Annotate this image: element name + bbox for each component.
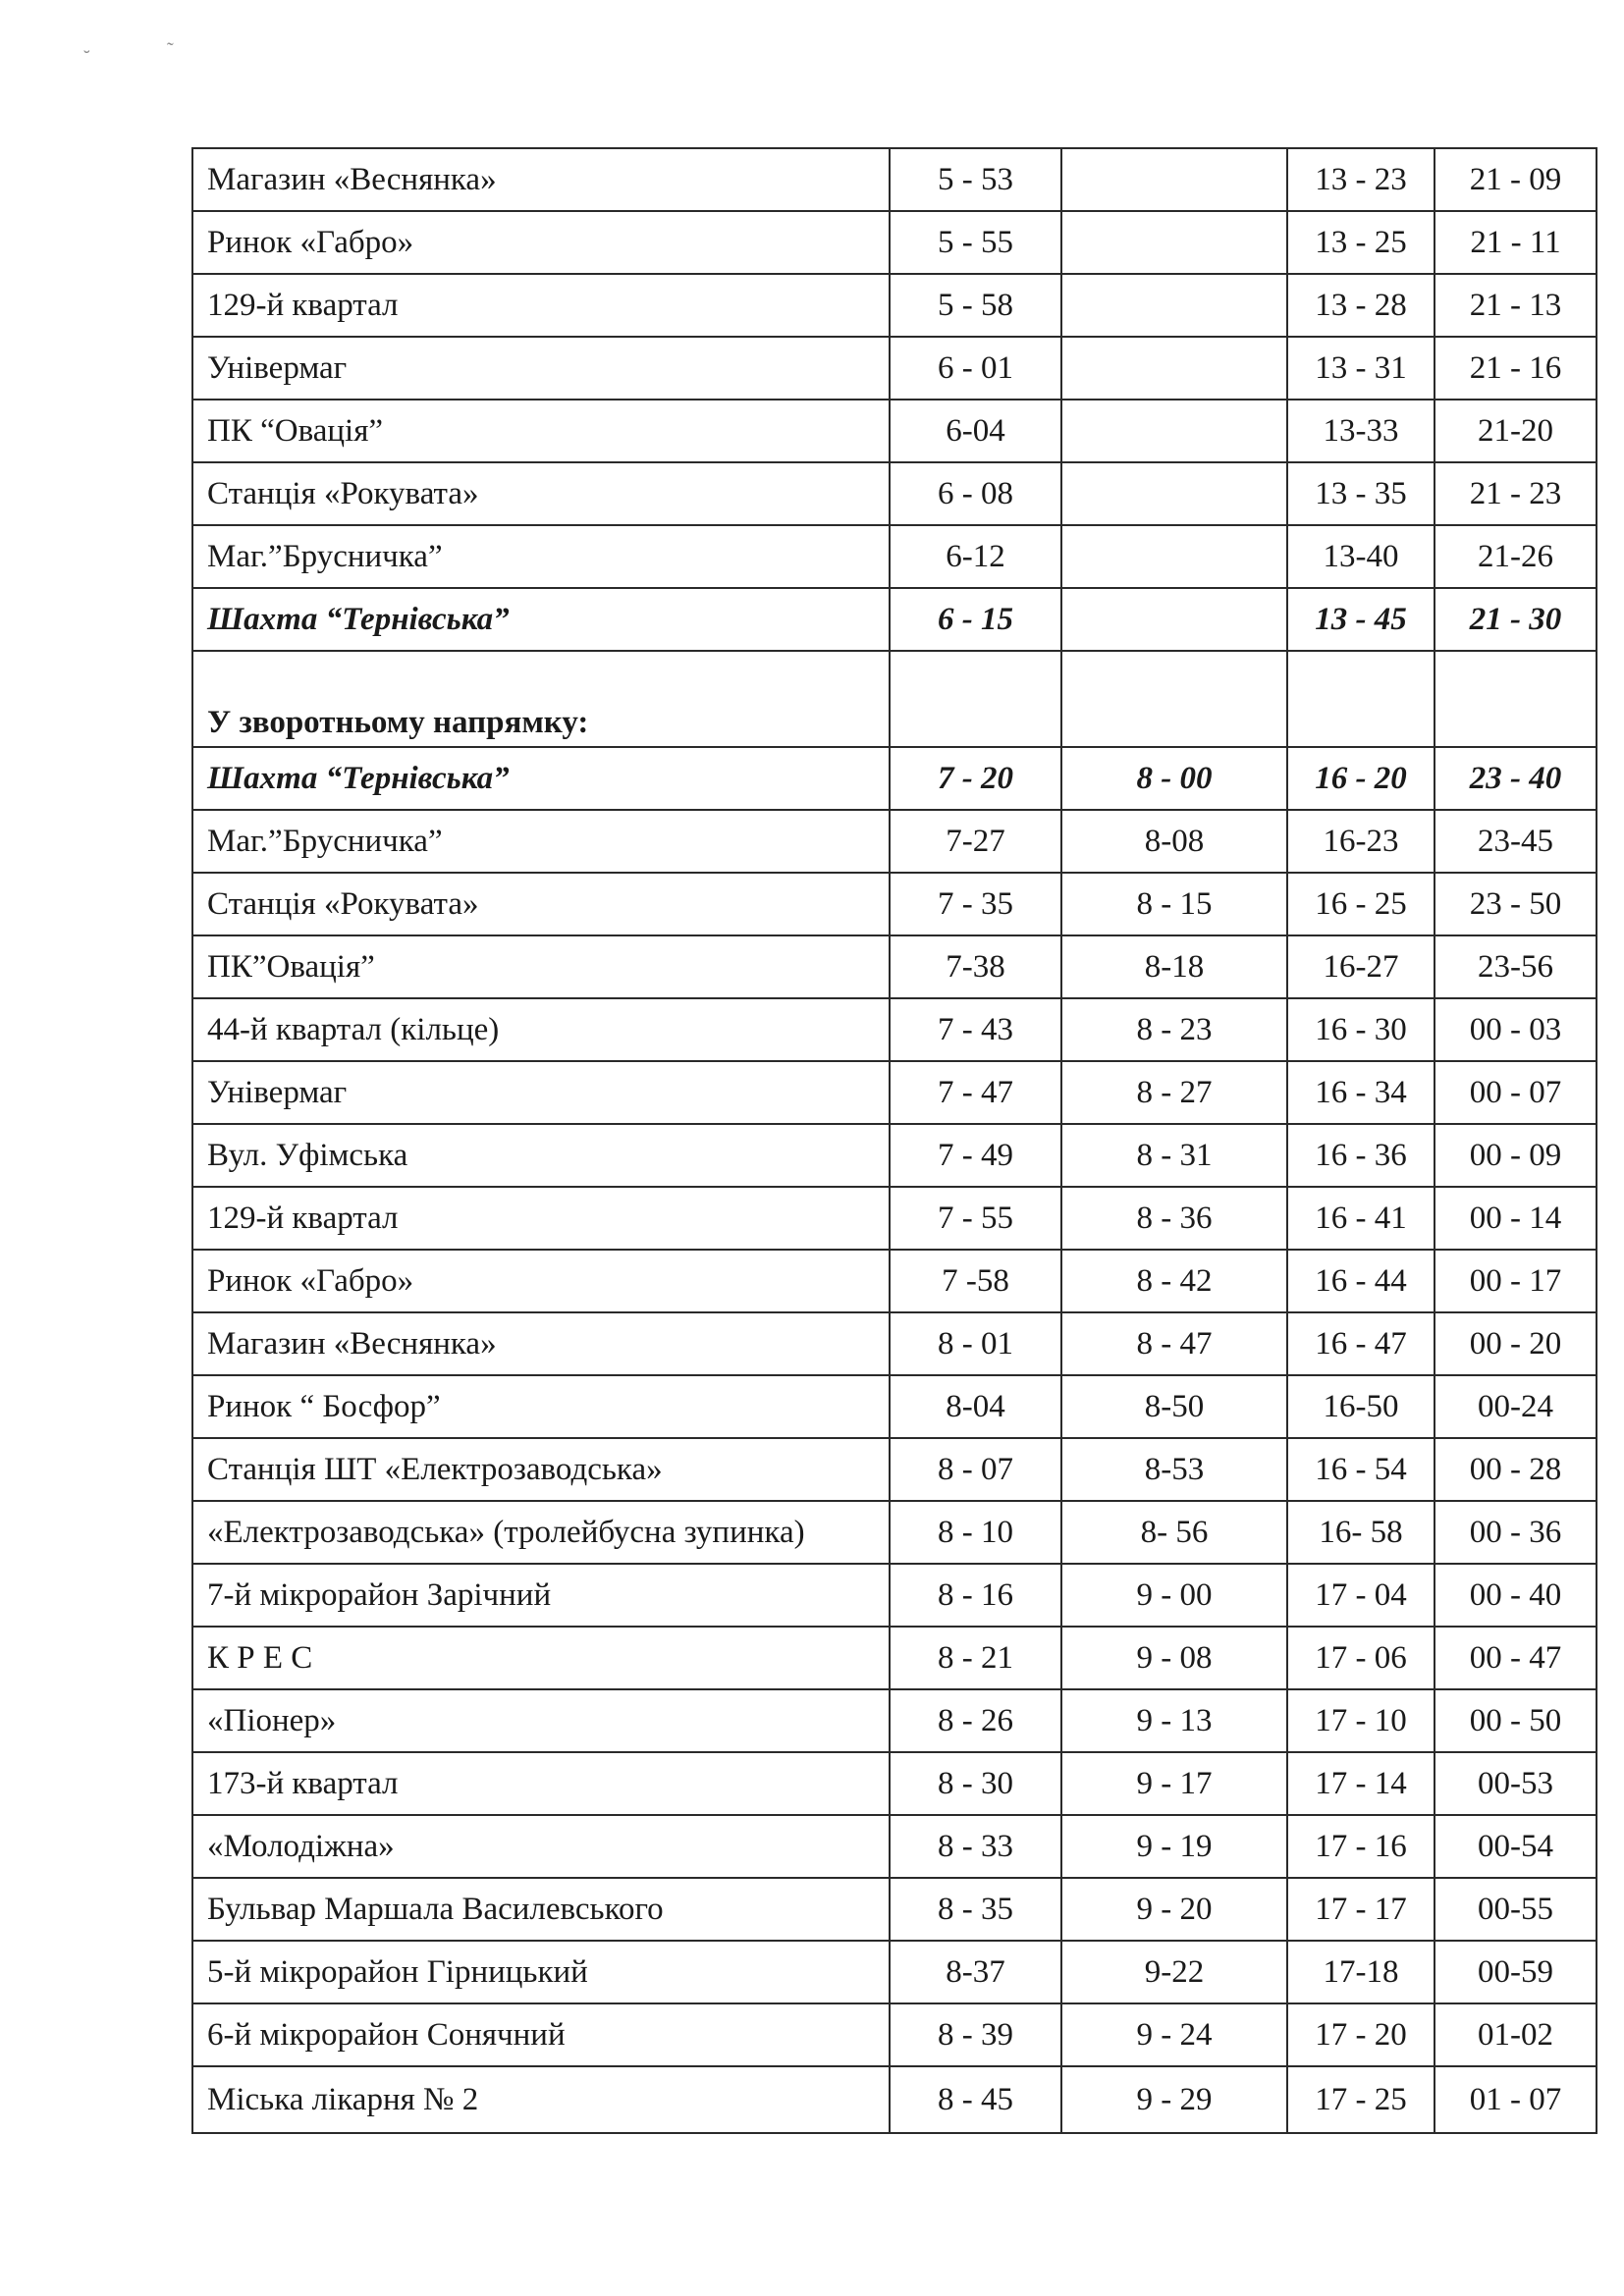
empty-cell bbox=[1435, 651, 1597, 747]
departure-time-cell-t4: 21-20 bbox=[1435, 400, 1597, 462]
departure-time-cell-t2: 8 - 31 bbox=[1061, 1124, 1287, 1187]
departure-time-cell-t1: 8 - 26 bbox=[890, 1689, 1061, 1752]
departure-time-cell-t4: 23 - 40 bbox=[1435, 747, 1597, 810]
departure-time-cell-t3: 17-18 bbox=[1287, 1941, 1435, 2003]
departure-time-cell-t4: 00 - 14 bbox=[1435, 1187, 1597, 1250]
departure-time-cell-t3: 17 - 25 bbox=[1287, 2066, 1435, 2133]
departure-time-cell-t3: 17 - 16 bbox=[1287, 1815, 1435, 1878]
departure-time-cell-t1: 7 - 55 bbox=[890, 1187, 1061, 1250]
stop-name-cell: 7-й мікрорайон Зарічний bbox=[192, 1564, 890, 1627]
schedule-row bbox=[192, 2003, 1597, 2066]
stop-name-cell: 5-й мікрорайон Гірницький bbox=[192, 1941, 890, 2003]
departure-time-cell-t2: 8-18 bbox=[1061, 935, 1287, 998]
departure-time-cell-t4: 21 - 30 bbox=[1435, 588, 1597, 651]
bus-schedule-table bbox=[191, 147, 1597, 2134]
schedule-row bbox=[192, 1312, 1597, 1375]
departure-time-cell-t4: 01-02 bbox=[1435, 2003, 1597, 2066]
stop-name-cell: Магазин «Веснянка» bbox=[192, 148, 890, 211]
departure-time-cell-t1: 5 - 55 bbox=[890, 211, 1061, 274]
schedule-row bbox=[192, 1564, 1597, 1627]
empty-cell bbox=[1287, 651, 1435, 747]
terminal-stop-row bbox=[192, 747, 1597, 810]
schedule-row bbox=[192, 274, 1597, 337]
departure-time-cell-t3: 13 - 28 bbox=[1287, 274, 1435, 337]
departure-time-cell-t3: 16 - 34 bbox=[1287, 1061, 1435, 1124]
departure-time-cell-t1: 8 - 35 bbox=[890, 1878, 1061, 1941]
departure-time-cell-t3: 17 - 14 bbox=[1287, 1752, 1435, 1815]
departure-time-cell-t4: 00-24 bbox=[1435, 1375, 1597, 1438]
departure-time-cell-t1: 6 - 15 bbox=[890, 588, 1061, 651]
departure-time-cell-t3: 16-23 bbox=[1287, 810, 1435, 873]
departure-time-cell-t2: 9 - 13 bbox=[1061, 1689, 1287, 1752]
departure-time-cell-t1: 7 -58 bbox=[890, 1250, 1061, 1312]
schedule-row bbox=[192, 935, 1597, 998]
departure-time-cell-t2 bbox=[1061, 148, 1287, 211]
departure-time-cell-t3: 13 - 31 bbox=[1287, 337, 1435, 400]
departure-time-cell-t1: 6-04 bbox=[890, 400, 1061, 462]
departure-time-cell-t3: 13-33 bbox=[1287, 400, 1435, 462]
schedule-row bbox=[192, 1689, 1597, 1752]
departure-time-cell-t4: 00-59 bbox=[1435, 1941, 1597, 2003]
stop-name-cell: Станція «Рокувата» bbox=[192, 462, 890, 525]
departure-time-cell-t2: 8-53 bbox=[1061, 1438, 1287, 1501]
departure-time-cell-t3: 16 - 30 bbox=[1287, 998, 1435, 1061]
departure-time-cell-t3: 17 - 20 bbox=[1287, 2003, 1435, 2066]
stop-name-cell: Шахта “Тернівська” bbox=[192, 747, 890, 810]
schedule-row bbox=[192, 525, 1597, 588]
departure-time-cell-t3: 13 - 35 bbox=[1287, 462, 1435, 525]
departure-time-cell-t1: 8 - 10 bbox=[890, 1501, 1061, 1564]
departure-time-cell-t2: 9 - 24 bbox=[1061, 2003, 1287, 2066]
departure-time-cell-t1: 7 - 47 bbox=[890, 1061, 1061, 1124]
empty-cell bbox=[890, 651, 1061, 747]
departure-time-cell-t2 bbox=[1061, 525, 1287, 588]
schedule-row bbox=[192, 1438, 1597, 1501]
schedule-row bbox=[192, 211, 1597, 274]
departure-time-cell-t3: 13-40 bbox=[1287, 525, 1435, 588]
departure-time-cell-t1: 7-38 bbox=[890, 935, 1061, 998]
schedule-row bbox=[192, 1501, 1597, 1564]
departure-time-cell-t4: 00-53 bbox=[1435, 1752, 1597, 1815]
stop-name-cell: ПК”Овація” bbox=[192, 935, 890, 998]
departure-time-cell-t4: 21 - 16 bbox=[1435, 337, 1597, 400]
departure-time-cell-t2: 8-08 bbox=[1061, 810, 1287, 873]
schedule-row bbox=[192, 1815, 1597, 1878]
schedule-row bbox=[192, 148, 1597, 211]
stop-name-cell: Магазин «Веснянка» bbox=[192, 1312, 890, 1375]
departure-time-cell-t3: 16 - 44 bbox=[1287, 1250, 1435, 1312]
departure-time-cell-t1: 7 - 49 bbox=[890, 1124, 1061, 1187]
stop-name-cell: Ринок «Габро» bbox=[192, 1250, 890, 1312]
stop-name-cell: Шахта “Тернівська” bbox=[192, 588, 890, 651]
departure-time-cell-t1: 8 - 45 bbox=[890, 2066, 1061, 2133]
departure-time-cell-t4: 23-56 bbox=[1435, 935, 1597, 998]
stop-name-cell: Міська лікарня № 2 bbox=[192, 2066, 890, 2133]
schedule-row bbox=[192, 1878, 1597, 1941]
departure-time-cell-t1: 6 - 08 bbox=[890, 462, 1061, 525]
departure-time-cell-t2: 9 - 19 bbox=[1061, 1815, 1287, 1878]
scan-artifact: ˘ bbox=[83, 47, 90, 69]
departure-time-cell-t4: 00 - 17 bbox=[1435, 1250, 1597, 1312]
empty-cell bbox=[1061, 651, 1287, 747]
departure-time-cell-t2 bbox=[1061, 400, 1287, 462]
departure-time-cell-t4: 00-55 bbox=[1435, 1878, 1597, 1941]
schedule-row bbox=[192, 337, 1597, 400]
departure-time-cell-t4: 00 - 09 bbox=[1435, 1124, 1597, 1187]
departure-time-cell-t4: 21 - 09 bbox=[1435, 148, 1597, 211]
departure-time-cell-t3: 17 - 17 bbox=[1287, 1878, 1435, 1941]
schedule-row bbox=[192, 1752, 1597, 1815]
schedule-row bbox=[192, 400, 1597, 462]
departure-time-cell-t4: 00 - 40 bbox=[1435, 1564, 1597, 1627]
stop-name-cell: ПК “Овація” bbox=[192, 400, 890, 462]
schedule-row bbox=[192, 1375, 1597, 1438]
departure-time-cell-t1: 8 - 21 bbox=[890, 1627, 1061, 1689]
departure-time-cell-t1: 8 - 16 bbox=[890, 1564, 1061, 1627]
departure-time-cell-t3: 16 - 54 bbox=[1287, 1438, 1435, 1501]
departure-time-cell-t2: 9 - 20 bbox=[1061, 1878, 1287, 1941]
departure-time-cell-t3: 16 - 20 bbox=[1287, 747, 1435, 810]
departure-time-cell-t2 bbox=[1061, 337, 1287, 400]
stop-name-cell: 129-й квартал bbox=[192, 1187, 890, 1250]
schedule-row bbox=[192, 1187, 1597, 1250]
departure-time-cell-t2: 9 - 29 bbox=[1061, 2066, 1287, 2133]
stop-name-cell: «Молодіжна» bbox=[192, 1815, 890, 1878]
stop-name-cell: 129-й квартал bbox=[192, 274, 890, 337]
schedule-row bbox=[192, 1061, 1597, 1124]
departure-time-cell-t3: 16-50 bbox=[1287, 1375, 1435, 1438]
departure-time-cell-t4: 23 - 50 bbox=[1435, 873, 1597, 935]
departure-time-cell-t4: 21-26 bbox=[1435, 525, 1597, 588]
schedule-row bbox=[192, 1627, 1597, 1689]
departure-time-cell-t1: 8 - 33 bbox=[890, 1815, 1061, 1878]
schedule-row bbox=[192, 873, 1597, 935]
stop-name-cell: Вул. Уфімська bbox=[192, 1124, 890, 1187]
departure-time-cell-t4: 00 - 50 bbox=[1435, 1689, 1597, 1752]
departure-time-cell-t2: 8 - 36 bbox=[1061, 1187, 1287, 1250]
stop-name-cell: Станція «Рокувата» bbox=[192, 873, 890, 935]
departure-time-cell-t3: 13 - 45 bbox=[1287, 588, 1435, 651]
departure-time-cell-t3: 16-27 bbox=[1287, 935, 1435, 998]
departure-time-cell-t1: 8 - 07 bbox=[890, 1438, 1061, 1501]
departure-time-cell-t1: 7 - 20 bbox=[890, 747, 1061, 810]
section-title-row bbox=[192, 651, 1597, 747]
departure-time-cell-t2: 9-22 bbox=[1061, 1941, 1287, 2003]
departure-time-cell-t4: 21 - 11 bbox=[1435, 211, 1597, 274]
departure-time-cell-t4: 00-54 bbox=[1435, 1815, 1597, 1878]
schedule-row bbox=[192, 1250, 1597, 1312]
schedule-row bbox=[192, 1124, 1597, 1187]
departure-time-cell-t2 bbox=[1061, 588, 1287, 651]
departure-time-cell-t1: 8-04 bbox=[890, 1375, 1061, 1438]
departure-time-cell-t1: 6 - 01 bbox=[890, 337, 1061, 400]
departure-time-cell-t2: 8 - 23 bbox=[1061, 998, 1287, 1061]
stop-name-cell: Маг.”Брусничка” bbox=[192, 810, 890, 873]
departure-time-cell-t4: 00 - 07 bbox=[1435, 1061, 1597, 1124]
departure-time-cell-t2 bbox=[1061, 274, 1287, 337]
schedule-row bbox=[192, 2066, 1597, 2133]
departure-time-cell-t2: 8 - 27 bbox=[1061, 1061, 1287, 1124]
stop-name-cell: 6-й мікрорайон Сонячний bbox=[192, 2003, 890, 2066]
departure-time-cell-t4: 00 - 03 bbox=[1435, 998, 1597, 1061]
departure-time-cell-t3: 13 - 23 bbox=[1287, 148, 1435, 211]
departure-time-cell-t1: 8 - 30 bbox=[890, 1752, 1061, 1815]
schedule-body bbox=[192, 148, 1597, 2133]
departure-time-cell-t1: 5 - 58 bbox=[890, 274, 1061, 337]
schedule-row bbox=[192, 998, 1597, 1061]
departure-time-cell-t2: 9 - 17 bbox=[1061, 1752, 1287, 1815]
stop-name-cell: Універмаг bbox=[192, 337, 890, 400]
stop-name-cell: Маг.”Брусничка” bbox=[192, 525, 890, 588]
departure-time-cell-t1: 6-12 bbox=[890, 525, 1061, 588]
stop-name-cell: 44-й квартал (кільце) bbox=[192, 998, 890, 1061]
departure-time-cell-t4: 01 - 07 bbox=[1435, 2066, 1597, 2133]
scan-artifact: ˜ bbox=[167, 39, 174, 61]
departure-time-cell-t3: 16 - 47 bbox=[1287, 1312, 1435, 1375]
departure-time-cell-t4: 00 - 36 bbox=[1435, 1501, 1597, 1564]
departure-time-cell-t2: 8 - 00 bbox=[1061, 747, 1287, 810]
departure-time-cell-t2: 8 - 47 bbox=[1061, 1312, 1287, 1375]
terminal-stop-row bbox=[192, 588, 1597, 651]
stop-name-cell: «Електрозаводська» (тролейбусна зупинка) bbox=[192, 1501, 890, 1564]
departure-time-cell-t2 bbox=[1061, 462, 1287, 525]
stop-name-cell: Станція ШТ «Електрозаводська» bbox=[192, 1438, 890, 1501]
stop-name-cell: Ринок «Габро» bbox=[192, 211, 890, 274]
departure-time-cell-t2: 9 - 00 bbox=[1061, 1564, 1287, 1627]
departure-time-cell-t3: 17 - 10 bbox=[1287, 1689, 1435, 1752]
departure-time-cell-t1: 7 - 43 bbox=[890, 998, 1061, 1061]
schedule-row bbox=[192, 1941, 1597, 2003]
departure-time-cell-t2: 8-50 bbox=[1061, 1375, 1287, 1438]
departure-time-cell-t4: 21 - 13 bbox=[1435, 274, 1597, 337]
departure-time-cell-t1: 8 - 01 bbox=[890, 1312, 1061, 1375]
departure-time-cell-t2: 8 - 15 bbox=[1061, 873, 1287, 935]
section-title: У зворотньому напрямку: bbox=[192, 651, 890, 747]
departure-time-cell-t3: 16- 58 bbox=[1287, 1501, 1435, 1564]
departure-time-cell-t2 bbox=[1061, 211, 1287, 274]
departure-time-cell-t3: 16 - 41 bbox=[1287, 1187, 1435, 1250]
stop-name-cell: Універмаг bbox=[192, 1061, 890, 1124]
departure-time-cell-t1: 8 - 39 bbox=[890, 2003, 1061, 2066]
departure-time-cell-t1: 7 - 35 bbox=[890, 873, 1061, 935]
departure-time-cell-t4: 00 - 20 bbox=[1435, 1312, 1597, 1375]
departure-time-cell-t3: 16 - 25 bbox=[1287, 873, 1435, 935]
departure-time-cell-t1: 7-27 bbox=[890, 810, 1061, 873]
stop-name-cell: 173-й квартал bbox=[192, 1752, 890, 1815]
departure-time-cell-t3: 13 - 25 bbox=[1287, 211, 1435, 274]
schedule-row bbox=[192, 462, 1597, 525]
departure-time-cell-t3: 17 - 06 bbox=[1287, 1627, 1435, 1689]
departure-time-cell-t4: 00 - 28 bbox=[1435, 1438, 1597, 1501]
departure-time-cell-t2: 8- 56 bbox=[1061, 1501, 1287, 1564]
stop-name-cell: Ринок “ Босфор” bbox=[192, 1375, 890, 1438]
departure-time-cell-t4: 23-45 bbox=[1435, 810, 1597, 873]
departure-time-cell-t2: 9 - 08 bbox=[1061, 1627, 1287, 1689]
departure-time-cell-t3: 17 - 04 bbox=[1287, 1564, 1435, 1627]
schedule-row bbox=[192, 810, 1597, 873]
departure-time-cell-t1: 8-37 bbox=[890, 1941, 1061, 2003]
departure-time-cell-t2: 8 - 42 bbox=[1061, 1250, 1287, 1312]
departure-time-cell-t1: 5 - 53 bbox=[890, 148, 1061, 211]
departure-time-cell-t3: 16 - 36 bbox=[1287, 1124, 1435, 1187]
stop-name-cell: «Піонер» bbox=[192, 1689, 890, 1752]
stop-name-cell: К Р Е С bbox=[192, 1627, 890, 1689]
departure-time-cell-t4: 00 - 47 bbox=[1435, 1627, 1597, 1689]
stop-name-cell: Бульвар Маршала Василевського bbox=[192, 1878, 890, 1941]
departure-time-cell-t4: 21 - 23 bbox=[1435, 462, 1597, 525]
